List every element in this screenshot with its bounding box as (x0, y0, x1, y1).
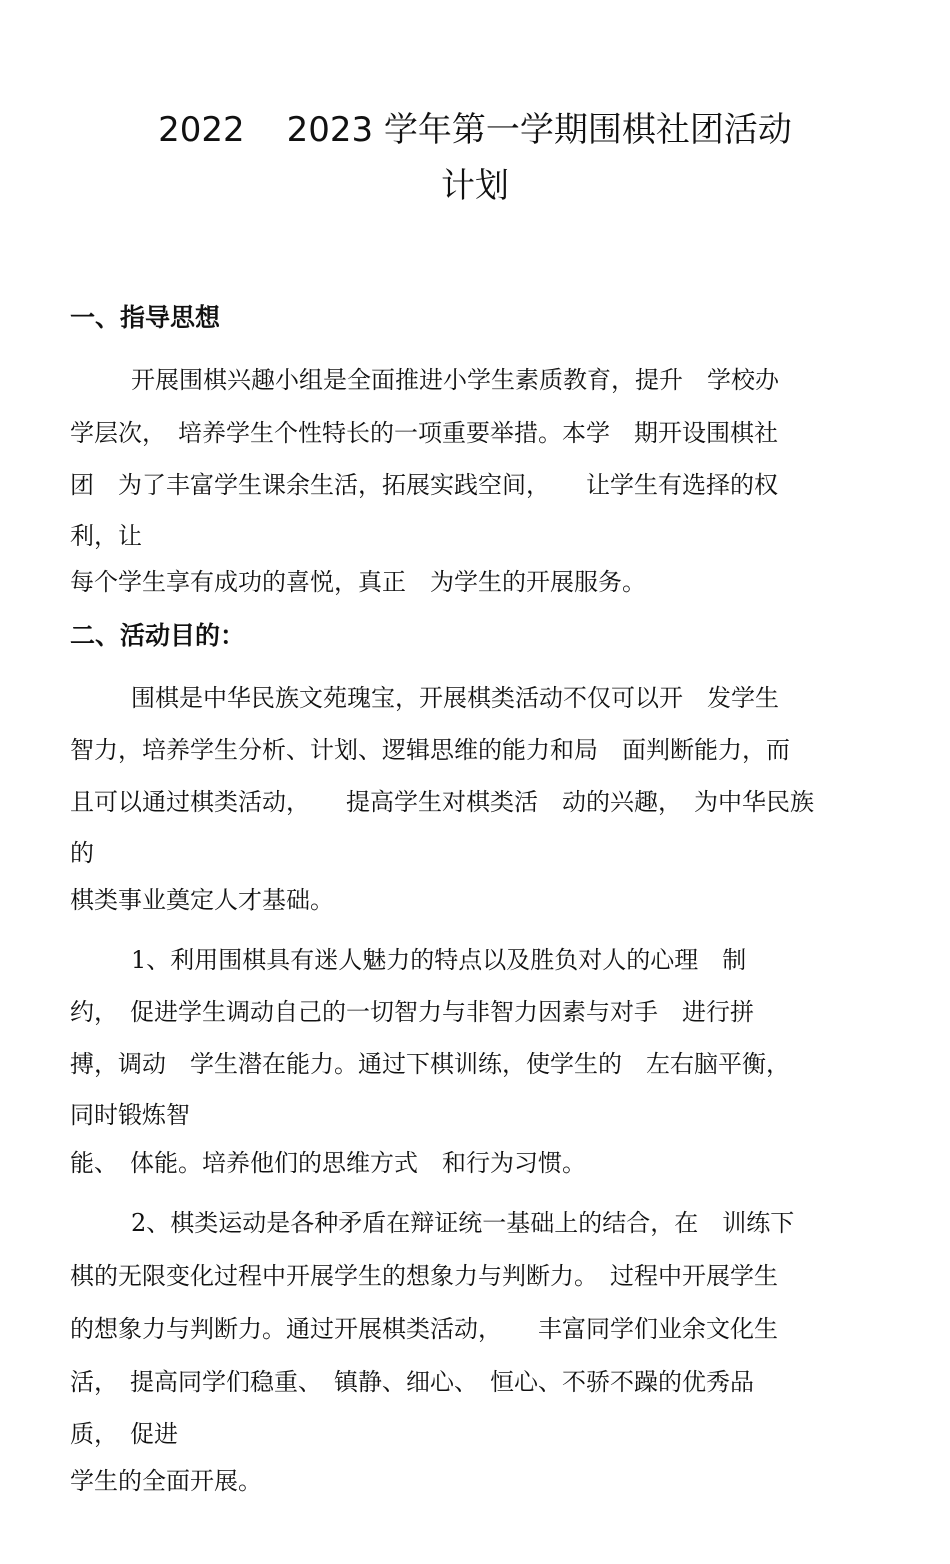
section-heading-activity-goals: 二、活动目的： (70, 621, 246, 650)
paragraph-line: 的 (70, 839, 94, 867)
paragraph-line: 每个学生享有成功的喜悦，真正 为学生的开展服务。 (70, 568, 646, 596)
paragraph-line: 2、棋类运动是各种矛盾在辩证统一基础上的结合，在 训练下 (131, 1209, 795, 1237)
paragraph-line: 棋的无限变化过程中开展学生的想象力与判断力。 过程中开展学生 (70, 1262, 778, 1290)
document-title-line-2: 计划 (441, 166, 509, 206)
paragraph-line: 同时锻炼智 (70, 1101, 190, 1129)
paragraph-line: 活， 提高同学们稳重、 镇静、细心、 恒心、不骄不躁的优秀品 (70, 1368, 754, 1396)
section-heading-guiding-ideology: 一、指导思想 (70, 303, 221, 332)
paragraph-line: 开展围棋兴趣小组是全面推进小学生素质教育，提升 学校办 (131, 366, 779, 394)
title-rest: 2023 学年第一学期围棋社团活动 (286, 110, 792, 150)
paragraph-line: 且可以通过棋类活动， 提高学生对棋类活 动的兴趣， 为中华民族 (70, 788, 814, 816)
paragraph-line: 能、 体能。培养他们的思维方式 和行为习惯。 (70, 1149, 586, 1177)
paragraph-line: 学层次， 培养学生个性特长的一项重要举措。本学 期开设围棋社 (70, 419, 778, 447)
paragraph-line: 学生的全面开展。 (70, 1467, 262, 1495)
paragraph-line: 的想象力与判断力。通过开展棋类活动， 丰富同学们业余文化生 (70, 1315, 778, 1343)
paragraph-line: 团 为了丰富学生课余生活，拓展实践空间， 让学生有选择的权 (70, 471, 778, 499)
document-title-line-1 (0, 110, 950, 150)
paragraph-line: 棋类事业奠定人才基础。 (70, 886, 334, 914)
paragraph-line: 质， 促进 (70, 1420, 178, 1448)
paragraph-line: 约， 促进学生调动自己的一切智力与非智力因素与对手 进行拼 (70, 998, 754, 1026)
paragraph-line: 1、利用围棋具有迷人魅力的特点以及胜负对人的心理 制 (131, 946, 747, 974)
paragraph-line: 围棋是中华民族文苑瑰宝，开展棋类活动不仅可以开 发学生 (131, 684, 779, 712)
title-year-start: 2022 (158, 110, 245, 150)
paragraph-line: 搏，调动 学生潜在能力。通过下棋训练，使学生的 左右脑平衡， (70, 1050, 790, 1078)
paragraph-line: 智力，培养学生分析、计划、逻辑思维的能力和局 面判断能力，而 (70, 736, 790, 764)
paragraph-line: 利，让 (70, 522, 142, 550)
